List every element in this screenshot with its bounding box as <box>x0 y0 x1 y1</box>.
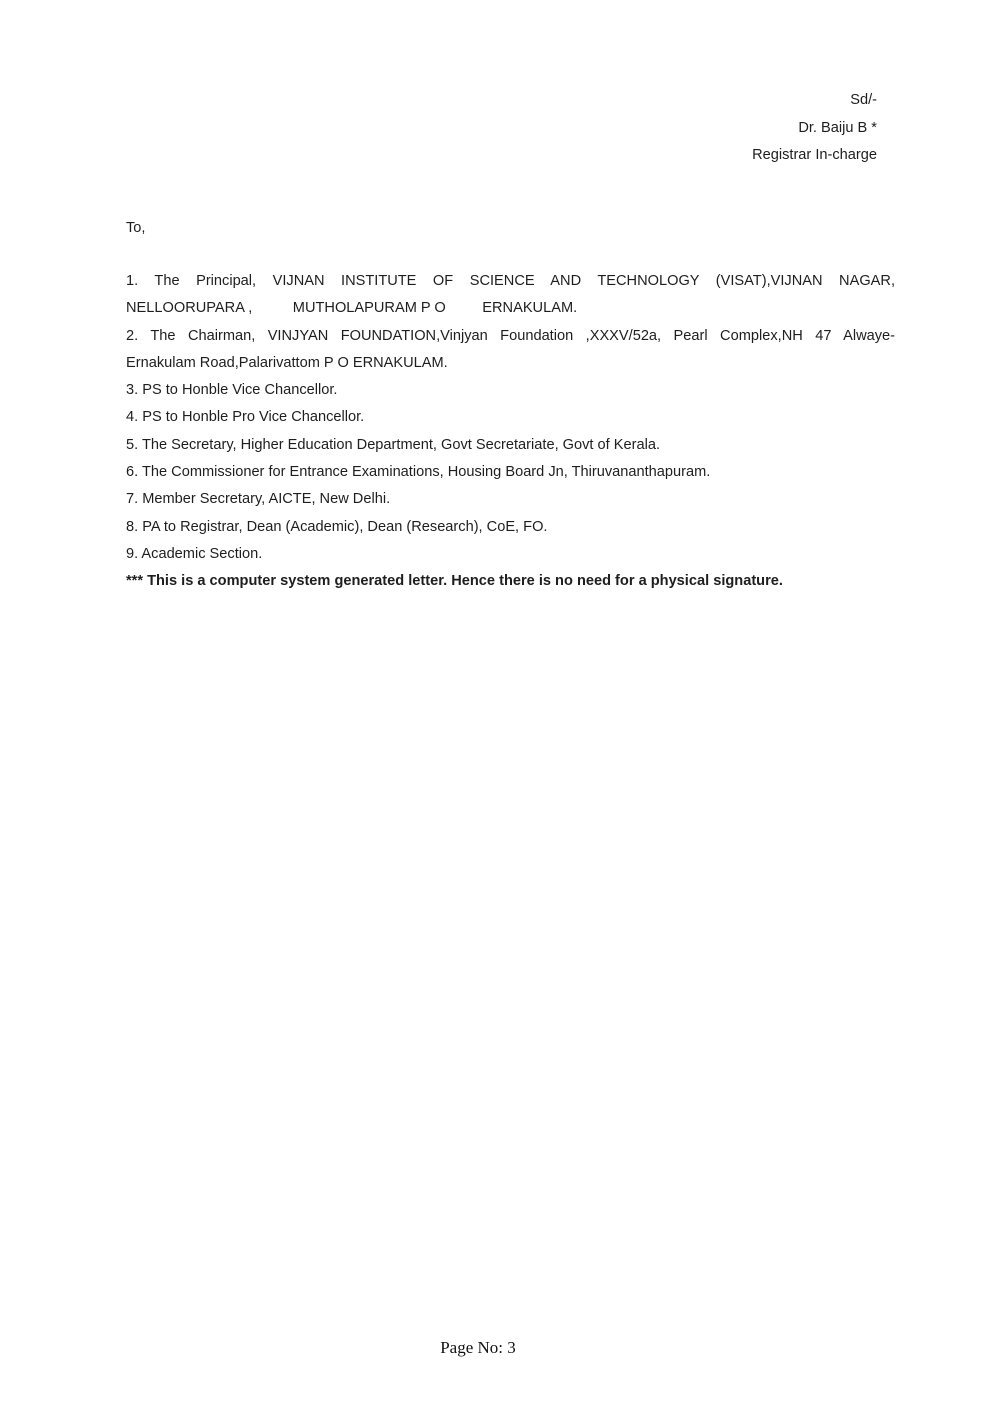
salutation: To, <box>126 220 146 236</box>
recipient-1-line-1: 1. The Principal, VIJNAN INSTITUTE OF SCIENCE AND TECHNOLOGY (VISAT),VIJNAN NAGAR, <box>126 273 895 289</box>
recipient-6: 6. The Commissioner for Entrance Examinations, Housing Board Jn, Thiruvananthapuram. <box>126 464 711 481</box>
recipient-5: 5. The Secretary, Higher Education Department, Govt Secretariate, Govt of Kerala. <box>126 436 661 453</box>
recipient-1-line-2: NELLOORUPARA , MUTHOLAPURAM P O ERNAKULAM. <box>126 300 578 317</box>
recipient-9: 9. Academic Section. <box>126 545 263 562</box>
recipient-4: 4. PS to Honble Pro Vice Chancellor. <box>126 409 365 426</box>
recipient-8: 8. PA to Registrar, Dean (Academic), Dean (Research), CoE, FO. <box>126 518 548 535</box>
signature-designation: Registrar In-charge <box>752 147 877 163</box>
recipient-2-line-1: 2. The Chairman, VINJYAN FOUNDATION,Vinjyan Foundation ,XXXV/52a, Pearl Complex,NH 47 Alwaye- <box>126 327 895 344</box>
signature-sd-line: Sd/- <box>850 92 877 108</box>
system-generated-note: *** This is a computer system generated letter. Hence there is no need for a physical signature. <box>126 573 783 590</box>
signature-block <box>752 87 877 170</box>
signature-name: Dr. Baiju B * <box>798 119 877 136</box>
page-number: Page No: 3 <box>440 1338 516 1357</box>
recipient-2-line-2: Ernakulam Road,Palarivattom P O ERNAKULAM. <box>126 354 448 371</box>
recipient-7: 7. Member Secretary, AICTE, New Delhi. <box>126 491 391 508</box>
recipient-list <box>126 268 895 596</box>
recipient-3: 3. PS to Honble Vice Chancellor. <box>126 382 338 399</box>
